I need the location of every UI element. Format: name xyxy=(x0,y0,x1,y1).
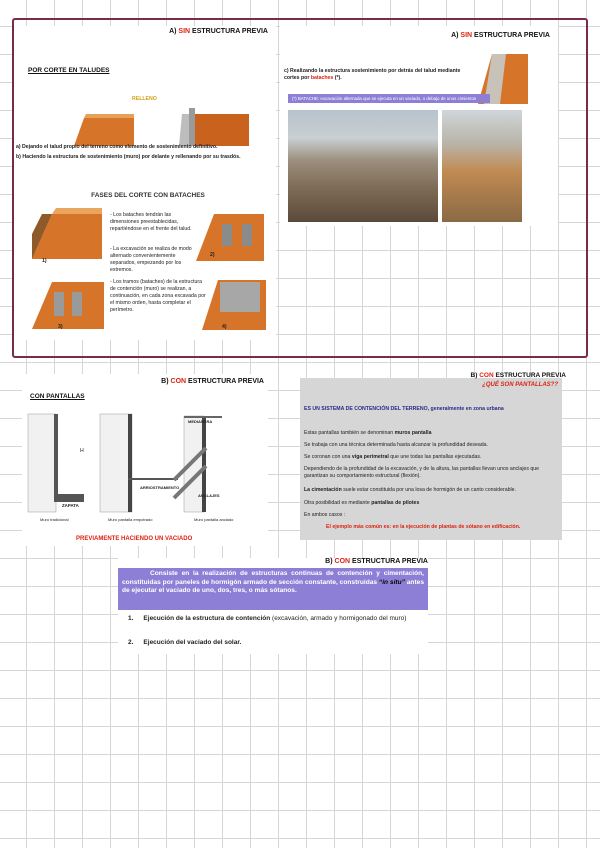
fase-1-text: - Los bataches tendrán las dimensiones preestablecidas, repartiéndose en el frente del talud. xyxy=(110,212,192,232)
caption-muro-empotrado: Muro pantalla empotrado xyxy=(108,517,153,522)
list-item-2: 2. Ejecución del vaciado del solar. xyxy=(128,639,242,646)
muro xyxy=(189,108,195,146)
label-h: H xyxy=(80,448,84,454)
caption-muro-anclado: Muro pantalla anclado xyxy=(194,517,234,522)
relleno-fill xyxy=(179,114,189,146)
slide-header: A) SIN ESTRUCTURA PREVIA xyxy=(169,28,268,35)
relleno-label: RELLENO xyxy=(132,96,157,102)
item-a: a) Dejando el talud propio del terreno como elemento de sostenimiento definitivo. xyxy=(16,144,218,150)
batache-note: (*) BATACHE: excavación alternada que se ejecuta en un vaciado, o debajo de unos cimientos xyxy=(288,94,490,103)
item-b: b) Haciendo la estructura de sostenimiento (muro) por delante y rellenando por su trasdós. xyxy=(16,154,241,160)
slide-consiste xyxy=(118,558,428,654)
label-zapata: ZAPATA xyxy=(62,503,79,508)
fase-3-diagram xyxy=(32,274,104,329)
fase-1-diagram xyxy=(32,204,102,259)
fase-3-text: - Los tramos (bataches) de la estructura de contención (muro) se realizan, a continuación, en cada zona excavada por el mismo orden, hasta completar el perímetro. xyxy=(110,279,206,313)
text-p1: Estas pantallas también se denominan muros pantalla xyxy=(304,430,432,436)
slide-corte-taludes xyxy=(14,26,276,340)
talud-diagrams xyxy=(54,86,254,146)
slide-header: A) SIN ESTRUCTURA PREVIA xyxy=(451,32,550,39)
pantallas-diagram xyxy=(24,408,266,520)
fase-1-number: 1) xyxy=(42,258,47,264)
fase-3-number: 3) xyxy=(58,324,63,330)
talud-natural xyxy=(54,118,134,146)
fase-2-number: 2) xyxy=(210,252,215,258)
slide-header: B) CON ESTRUCTURA PREVIA xyxy=(325,558,428,565)
slide-title: POR CORTE EN TALUDES xyxy=(28,67,110,74)
slide-title: CON PANTALLAS xyxy=(30,393,85,400)
text-p6: Otra posibilidad es mediante pantallas de pilotes xyxy=(304,500,420,506)
muro-relleno xyxy=(164,114,249,146)
fase-2-text: - La excavación se realiza de modo alternado convenientemente separados, empezando por los extremos. xyxy=(110,246,192,273)
intro-box: Consiste en la realización de estructuras continuas de contención y cimentación, constituidas por paneles de hormigón armado de sección constante, construidas “in situ” antes de ejecutar el vaciado de uno, dos, tres, o más sótanos. xyxy=(118,568,428,610)
item-c: c) Realizando la estructura sostenimiento por detrás del talud mediante cortes por bataches (*). xyxy=(284,68,461,81)
definition: ES UN SISTEMA DE CONTENCIÓN DEL TERRENO, generalmente en zona urbana xyxy=(304,406,504,412)
talud-top xyxy=(84,114,134,118)
fase-4-number: 4) xyxy=(222,324,227,330)
fase-2-diagram xyxy=(196,206,264,261)
text-p2: Se trabaja con una técnica determinada hasta alcanzar la profundidad deseada. xyxy=(304,442,488,448)
list-item-1: 1. Ejecución de la estructura de contención (excavación, armado y hormigonado del muro) xyxy=(128,615,407,622)
text-p8: El ejemplo más común es: en la ejecución de plantas de sótano en edificación. xyxy=(326,524,521,530)
slide-con-pantallas xyxy=(22,374,268,546)
obra-photo-2 xyxy=(442,110,522,222)
slide-que-son-pantallas xyxy=(300,372,566,540)
fases-panel xyxy=(30,186,266,336)
text-p4: Dependiendo de la profundidad de la excavación, y de la altura, las pantallas llevan unos anclajes que garantizan su comportamiento estructural (flexión). xyxy=(304,466,540,479)
text-p3: Se coronan con una viga perimetral que une todas las pantallas ejecutadas. xyxy=(304,454,482,460)
slide-header: B) CON ESTRUCTURA PREVIA xyxy=(161,378,264,385)
previamente-footer: PREVIAMENTE HACIENDO UN VACIADO xyxy=(76,536,193,542)
obra-photo-1 xyxy=(288,110,438,222)
label-medianera: MEDIANERA xyxy=(188,419,213,424)
text-p7: En ambos casos : xyxy=(304,512,346,518)
slide-bataches xyxy=(280,26,558,226)
slide-header: B) CON ESTRUCTURA PREVIA xyxy=(470,372,566,379)
caption-muro-tradicional: Muro tradicional xyxy=(40,517,69,522)
fase-4-diagram xyxy=(202,272,266,330)
fases-title: FASES DEL CORTE CON BATACHES xyxy=(91,192,205,199)
text-p5: La cimentación suele estar constituida por una losa de hormigón de un canto considerable. xyxy=(304,487,516,493)
question-title: ¿QUÉ SON PANTALLAS?? xyxy=(482,382,558,388)
label-anclajes: ANCLAJES xyxy=(198,493,220,498)
label-arriostramiento: ARRIOSTRAMIENTO xyxy=(140,485,180,490)
